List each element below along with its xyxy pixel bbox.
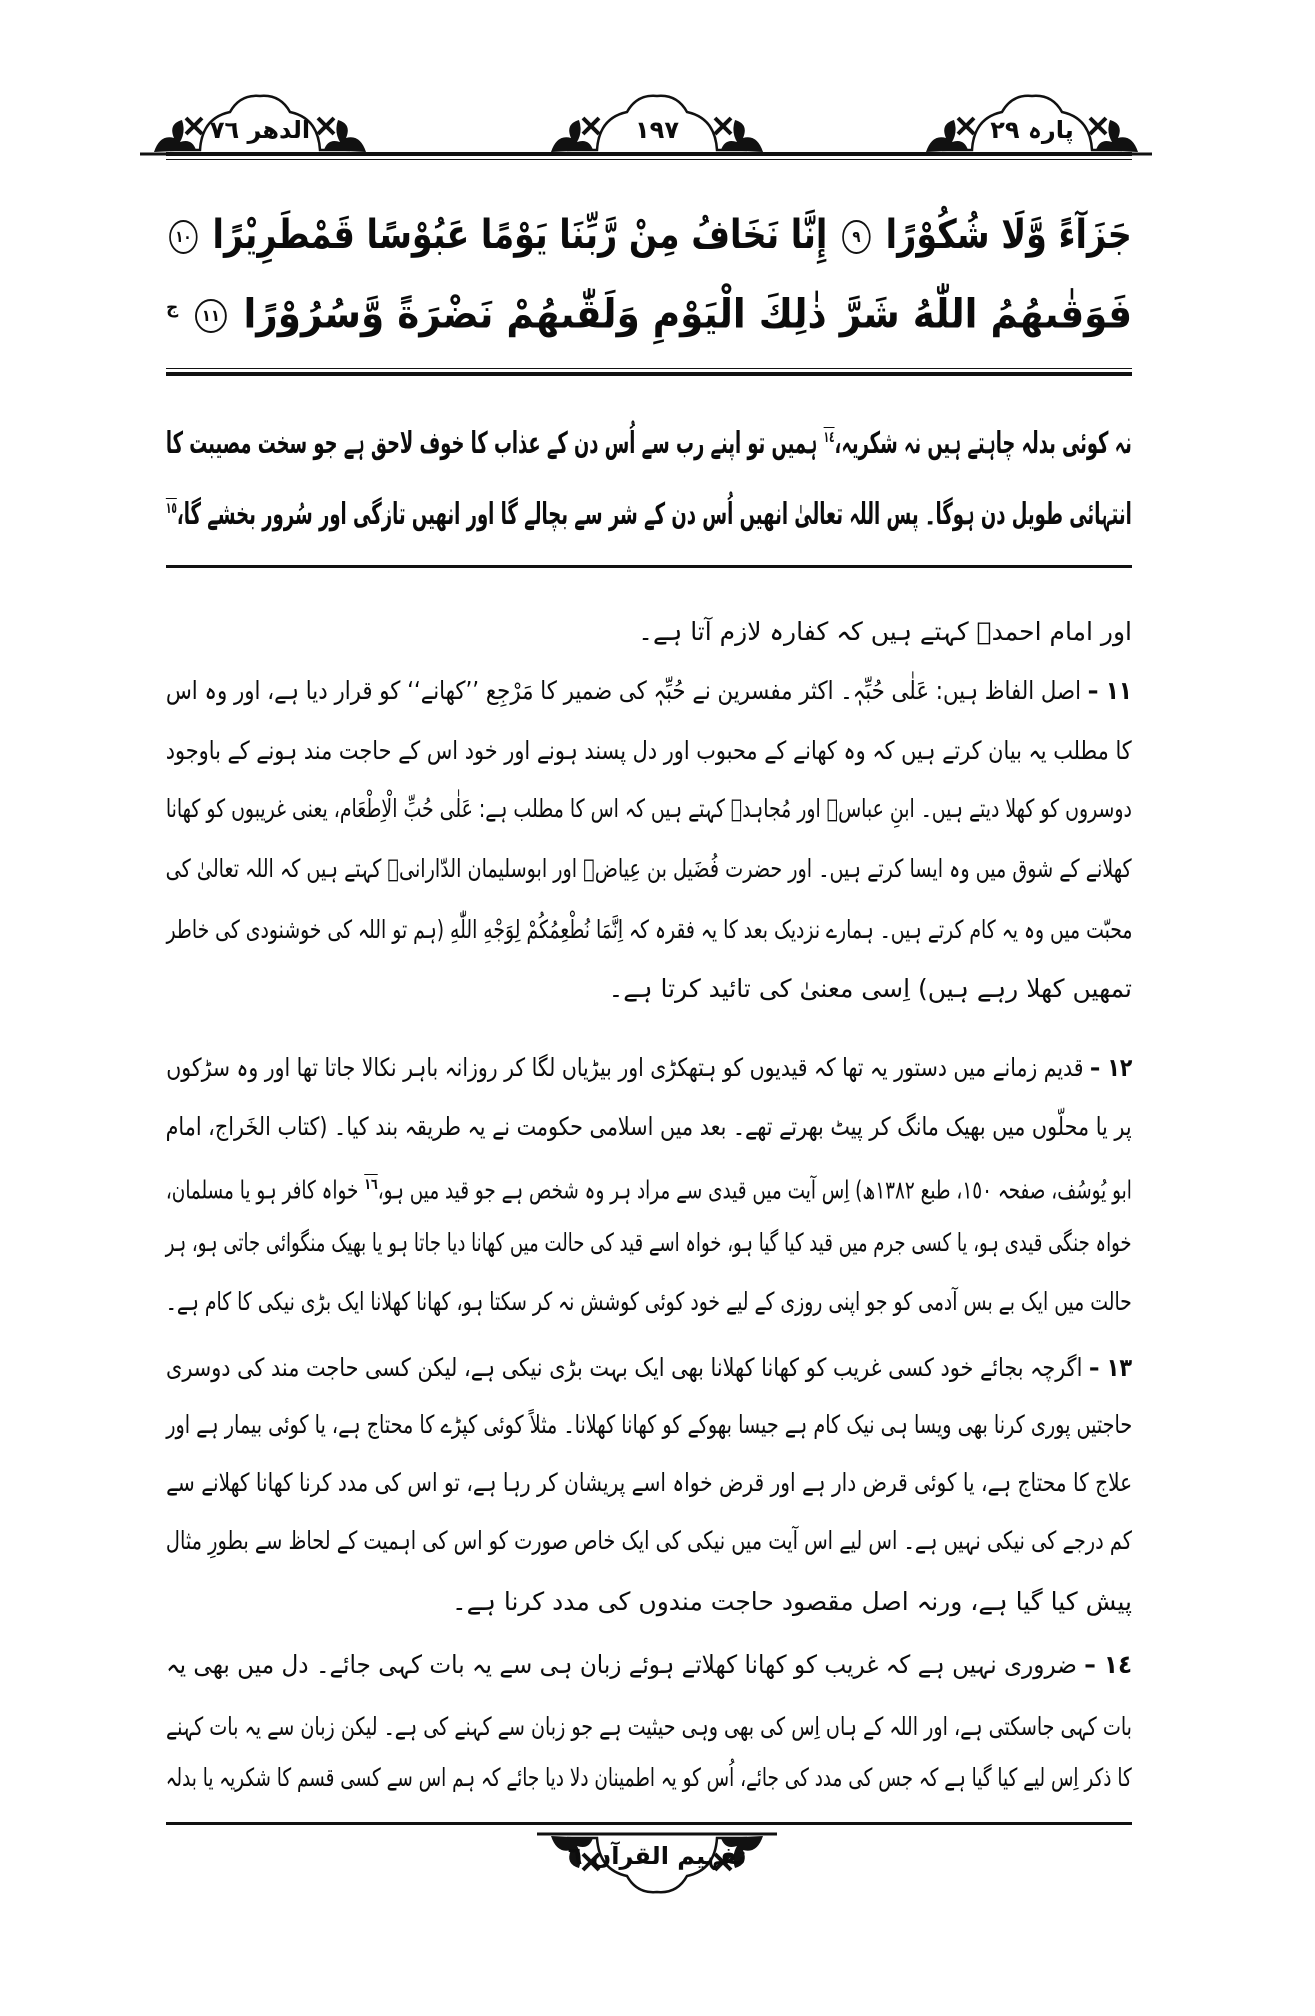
header-rule: [166, 152, 1132, 156]
waqf-mark: ج: [166, 297, 179, 318]
commentary-line: [166, 905, 1132, 955]
page-number: ١٩٧: [635, 116, 679, 144]
commentary-line: [166, 1640, 1132, 1690]
verse-text: فَوَقٰىهُمُ اللّٰهُ شَرَّ ذٰلِكَ الْيَوْمِ وَلَقّٰىهُمْ نَضْرَةً وَّسُرُوْرًا: [243, 291, 1132, 338]
ayah-number-marker: ١٠: [169, 220, 197, 254]
translation-line-1: [166, 409, 1132, 465]
verse-rule-thin: [166, 368, 1132, 369]
translation-text: ہمیں تو اپنے رب سے اُس دن کے عذاب کا خوف لاحق ہے جو سخت مصیبت کا: [166, 426, 818, 461]
ayah-number-marker: ١١: [195, 299, 227, 333]
commentary-text: کا ذکر اِس لیے کیا گیا ہے کہ جس کی مدد کی جائے، اُس کو یہ اطمینان دلا دیا جائے کہ ہم اس سے کسی قسم کا شکریہ یا بدلہ: [166, 1763, 1132, 1792]
translation-rule: [166, 565, 1132, 568]
commentary-text: بات کہی جاسکتی ہے، اور اللہ کے ہاں اِس کی بھی وہی حیثیت ہے جو زبان سے کہنے کی ہے۔ لیکن زبان سے یہ بات کہنے: [166, 1712, 1132, 1741]
commentary-text: قدیم زمانے میں دستور یہ تھا کہ قیدیوں کو ہتھکڑی اور بیڑیاں لگا کر روزانہ باہر نکالا جاتا تھا اور وہ سڑکوں: [166, 1053, 1084, 1082]
commentary-line: [166, 784, 1132, 834]
commentary-text: حالت میں ایک بے بس آدمی کو جو اپنی روزی کے لیے خود کوئی کوشش نہ کر سکتا ہو، کھانا کھلانا ایک بڑی نیکی کا کام ہے۔: [165, 1287, 1132, 1316]
commentary-line: [166, 1043, 1132, 1093]
commentary-text: ضروری نہیں ہے کہ غریب کو کھانا کھلاتے ہوئے زبان ہی سے یہ بات کہی جائے۔ دل میں بھی یہ: [166, 1650, 1077, 1679]
commentary-line: [166, 666, 1132, 716]
verse-text: إِنَّا نَخَافُ مِنْ رَّبِّنَا يَوْمًا عَبُوْسًا قَمْطَرِيْرًا: [212, 212, 828, 258]
footer-book-title: تفہیم القرآن ٦: [567, 1842, 747, 1870]
commentary-text: کھلانے کے شوق میں وہ ایسا کرتے ہیں۔ اور حضرت فُضَیل بن عِیاضؒ اور ابوسلیمان الدّارانیؒ کہتے ہیں کہ اللہ تعالیٰ کی: [166, 854, 1132, 883]
commentary-text: خواہ کافر ہو یا مسلمان،: [166, 1175, 359, 1205]
commentary-text: اور امام احمدؒ کہتے ہیں کہ کفارہ لازم آتا ہے۔: [638, 617, 1132, 646]
commentary-line: [166, 1102, 1132, 1152]
header-page-cartouche: [537, 88, 777, 158]
para-number: پارہ ٢٩: [990, 116, 1074, 144]
commentary-line: [166, 1577, 1132, 1627]
note-number: ١٢ –: [1089, 1053, 1132, 1082]
commentary-text: کا مطلب یہ بیان کرتے ہیں کہ وہ کھانے کے محبوب اور دل پسند ہونے اور خود اس کے حاجت مند ہونے کے باوجود: [166, 736, 1132, 765]
commentary-text: ابو یُوسُف، صفحہ ١٥٠، طبع ١٣٨٢ھ) اِس آیت میں قیدی سے مراد ہر وہ شخص ہے جو قید میں ہو،: [377, 1175, 1132, 1205]
commentary-line: [166, 1400, 1132, 1450]
verse-line-1: [166, 200, 1132, 270]
note-number: ١٣ –: [1088, 1353, 1132, 1382]
commentary-line: [166, 607, 1132, 657]
commentary-text: پیش کیا گیا ہے، ورنہ اصل مقصود حاجت مندوں کی مدد کرنا ہے۔: [451, 1587, 1132, 1616]
commentary-text: حاجتیں پوری کرنا بھی ویسا ہی نیک کام ہے جیسا بھوکے کو کھانا کھلانا۔ مثلاً کوئی کپڑے کا محتاج ہے، یا کوئی بیمار ہے اور: [166, 1410, 1132, 1439]
commentary-line: [166, 1516, 1132, 1566]
commentary-line: [166, 726, 1132, 776]
commentary-line: [166, 844, 1132, 894]
surah-name: الدهر ٧٦: [209, 116, 311, 144]
commentary-line: [166, 1753, 1132, 1803]
verse-text: جَزَآءً وَّلَا شُكُوْرًا: [885, 212, 1132, 258]
footer-rule: [166, 1822, 1132, 1825]
footnote-marker: ١٦: [364, 1175, 378, 1193]
verse-line-2: [166, 273, 1132, 343]
commentary-line: [166, 964, 1132, 1014]
commentary-text: علاج کا محتاج ہے، یا کوئی قرض دار ہے اور قرض خواہ اسے پریشان کر رہا ہے، تو اس کی مدد کرنا کھانا کھلانے سے: [166, 1468, 1132, 1497]
commentary-text: تمھیں کھلا رہے ہیں) اِسی معنیٰ کی تائید کرتا ہے۔: [608, 974, 1132, 1003]
commentary-text: کم درجے کی نیکی نہیں ہے۔ اس لیے اس آیت میں نیکی کی ایک خاص صورت کو اس کی اہمیت کے لحاظ سے بطورِ مثال: [166, 1526, 1132, 1555]
translation-line-2: [166, 480, 1132, 536]
commentary-text: اگرچہ بجائے خود کسی غریب کو کھانا کھلانا بھی ایک بہت بڑی نیکی ہے، لیکن کسی حاجت مند کی دوسری: [166, 1353, 1083, 1382]
commentary-line: [166, 1277, 1132, 1327]
ayah-number-marker: ٩: [842, 220, 870, 254]
header-rule-thin: [166, 159, 1132, 160]
footnote-marker: ١٤: [823, 428, 835, 446]
commentary-text: خواہ جنگی قیدی ہو، یا کسی جرم میں قید کیا گیا ہو، خواہ اسے قید کی حالت میں کھانا دیا جاتا ہو یا بھیک منگوائی جاتی ہو، ہر: [166, 1228, 1132, 1257]
translation-text: انتہائی طویل دن ہوگا۔ پس اللہ تعالیٰ انھیں اُس دن کے شر سے بچالے گا اور انھیں تازگی اور سُرور بخشے گا،: [177, 497, 1132, 532]
footnote-marker: ١٥: [166, 499, 178, 517]
translation-text: نہ کوئی بدلہ چاہتے ہیں نہ شکریہ،: [834, 426, 1132, 461]
commentary-text: محبّت میں وہ یہ کام کرتے ہیں۔ ہمارے نزدیک بعد کا یہ فقرہ کہ اِنَّمَا نُطْعِمُكُمْ لِوَجْهِ اللّٰهِ (ہم تو اللہ کی خوشنودی کی خاطر: [166, 915, 1132, 944]
commentary-line: [166, 1159, 1132, 1209]
note-number: ١١ –: [1087, 676, 1132, 705]
commentary-text: اصل الفاظ ہیں: عَلٰی حُبِّہٖ۔ اکثر مفسرین نے حُبِّہٖ کی ضمیر کا مَرْجِع ’’کھانے‘‘ کو قرار دیا ہے، اور وہ اس: [166, 676, 1082, 705]
commentary-text: دوسروں کو کھلا دیتے ہیں۔ ابنِ عباسؓ اور مُجاہدؒ کہتے ہیں کہ اس کا مطلب ہے: عَلٰی حُبِّ الْاِطْعَام، یعنی غریبوں کو کھانا: [166, 794, 1132, 823]
verse-rule: [166, 372, 1132, 376]
commentary-line: [166, 1218, 1132, 1268]
commentary-text: پر یا محلّوں میں بھیک مانگ کر پیٹ بھرتے تھے۔ بعد میں اسلامی حکومت نے یہ طریقہ بند کیا۔ (کتاب الخَراج، امام: [166, 1112, 1132, 1141]
commentary-line: [166, 1702, 1132, 1752]
header-surah-cartouche: [140, 88, 380, 158]
commentary-line: [166, 1343, 1132, 1393]
commentary-line: [166, 1458, 1132, 1508]
header-para-cartouche: [912, 88, 1152, 158]
note-number: ١٤ –: [1084, 1650, 1132, 1679]
